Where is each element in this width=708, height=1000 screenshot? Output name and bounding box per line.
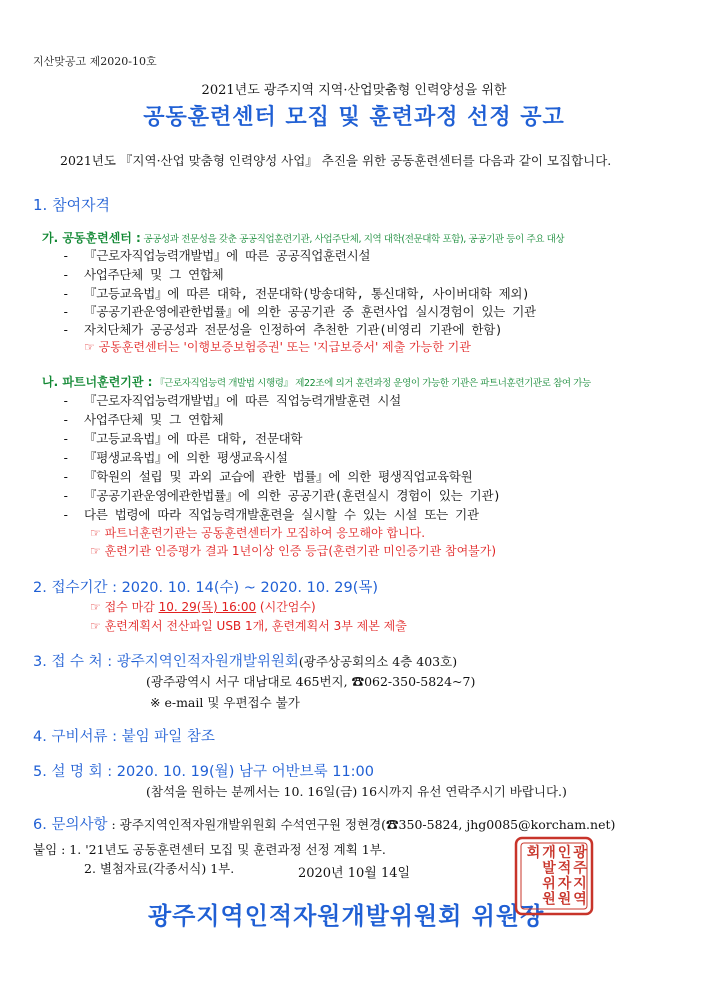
sub-b-note-1: ☞ 파트너훈련기관는 공동훈련센터가 모집하여 응모해야 합니다. <box>90 526 426 540</box>
seal-glyph: 주 <box>573 860 587 877</box>
seal-glyph: 지 <box>573 876 587 892</box>
seal-glyph: 원 <box>542 891 556 908</box>
deadline-note: ☞ 접수 마감 10. 29(목) 16:00 (시간엄수) <box>90 600 316 614</box>
document-number: 지산맞공고 제2020-10호 <box>33 55 157 68</box>
sub-a-label: 가. 공동훈련센터 : <box>42 231 141 245</box>
briefing-note: (참석을 원하는 분께서는 10. 16일(금) 16시까지 유선 연락주시기 바랍니다.) <box>146 784 567 799</box>
list-item: - 『근로자직업능력개발법』에 따른 공공직업훈련시설 <box>62 248 371 263</box>
section-1-heading: 1. 참여자격 <box>33 196 111 214</box>
section-2-heading: 2. 접수기간 : 2020. 10. 14(수) ~ 2020. 10. 29(목) <box>33 580 379 596</box>
intro-paragraph: 2021년도 『지역·산업 맞춤형 인력양성 사업』 추진을 위한 공동훈련센터를 다음과 같이 모집합니다. <box>60 153 612 168</box>
list-item: - 『학원의 설립 및 과외 교습에 관한 법률』에 의한 평생직업교육학원 <box>62 469 473 484</box>
seal-glyph: 적 <box>557 860 572 877</box>
document-subtitle: 2021년도 광주지역 지역·산업맞춤형 인력양성을 위한 <box>201 83 507 98</box>
sub-b-note: 『근로자직업능력 개발법 시행령』 제22조에 의거 훈련과정 운영이 가능한 기관은 파트너훈련기관로 참여 가능 <box>152 378 591 389</box>
list-item: - 『공공기관운영에관한법률』에 의한 공공기관 중 훈련사업 실시경험이 있는 기관 <box>62 304 536 319</box>
list-item: - 『공공기관운영에관한법률』에 의한 공공기관(훈련실시 경험이 있는 기관) <box>62 488 501 503</box>
official-seal <box>513 835 595 917</box>
sub-a-note: 공공성과 전문성을 갖춘 공공직업훈련기관, 사업주단체, 지역 대학(전문대학 포함), 공공기관 등이 주요 대상 <box>140 234 565 245</box>
list-item: - 『평생교육법』에 의한 평생교육시설 <box>62 450 288 465</box>
reception-note: ※ e-mail 및 우편접수 불가 <box>150 695 300 710</box>
list-item: - 사업주단체 및 그 연합체 <box>62 267 224 282</box>
section-5-heading: 5. 설 명 회 : 2020. 10. 19(월) 남구 어반브룩 11:00 <box>33 764 375 780</box>
attachment-line-2: 2. 별첨자료(각종서식) 1부. <box>84 861 235 876</box>
section-6-heading: 6. 문의사항 : 광주지역인적자원개발위원회 수석연구원 정현경(☎350-5824, jhg0085@korcham.net) <box>33 817 616 833</box>
seal-glyph: 자 <box>557 876 572 892</box>
seal-glyph: 역 <box>573 891 587 908</box>
attachment-line-1: 붙임 : 1. '21년도 공동훈련센터 모집 및 훈련과정 선정 계획 1부. <box>33 842 386 857</box>
sub-a-guarantee-note: ☞ 공동훈련센터는 '이행보증보험증권' 또는 '지급보증서' 제출 가능한 기관 <box>84 340 471 354</box>
sub-b-heading <box>42 373 591 390</box>
seal-glyph: 개 <box>542 845 556 861</box>
submission-note: ☞ 훈련계획서 전산파일 USB 1개, 훈련계획서 3부 제본 제출 <box>90 619 407 633</box>
seal-glyph: 원 <box>557 891 572 908</box>
seal-glyph: 광 <box>573 845 587 861</box>
issue-date: 2020년 10월 14일 <box>297 866 411 881</box>
sub-a-heading <box>42 229 564 246</box>
signer-name: 광주지역인적자원개발위원회 위원장 <box>148 902 545 930</box>
seal-glyph: 발 <box>542 860 556 877</box>
document-title: 공동훈련센터 모집 및 훈련과정 선정 공고 <box>143 105 565 130</box>
seal-glyph: 회 <box>526 845 541 861</box>
reception-address: (광주광역시 서구 대남대로 465번지, ☎062-350-5824~7) <box>146 674 476 689</box>
list-item: - 사업주단체 및 그 연합체 <box>62 412 224 427</box>
list-item: - 『고등교육법』에 따른 대학, 전문대학 <box>62 431 303 446</box>
list-item: - 자치단체가 공공성과 전문성을 인정하여 추천한 기관(비영리 기관에 한함) <box>62 322 503 337</box>
section-4-heading: 4. 구비서류 : 붙임 파일 참조 <box>33 729 215 745</box>
seal-glyph: 인 <box>557 845 572 861</box>
sub-b-label: 나. 파트너훈련기관 : <box>42 375 153 389</box>
section-3-heading: 3. 접 수 처 : 광주지역인적자원개발위원회(광주상공회의소 4층 403호) <box>33 654 458 670</box>
seal-glyph: 위 <box>542 876 556 892</box>
sub-b-note-2: ☞ 훈련기관 인증평가 결과 1년이상 인증 등급(훈련기관 미인증기관 참여불가) <box>90 544 497 558</box>
list-item: - 『고등교육법』에 따른 대학, 전문대학(방송대학, 통신대학, 사이버대학 제외) <box>62 286 530 301</box>
deadline-datetime: 10. 29(목) 16:00 <box>158 600 257 614</box>
list-item: - 다른 법령에 따라 직업능력개발훈련을 실시할 수 있는 시설 또는 기관 <box>62 507 479 522</box>
list-item: - 『근로자직업능력개발법』에 따른 직업능력개발훈련 시설 <box>62 393 401 408</box>
